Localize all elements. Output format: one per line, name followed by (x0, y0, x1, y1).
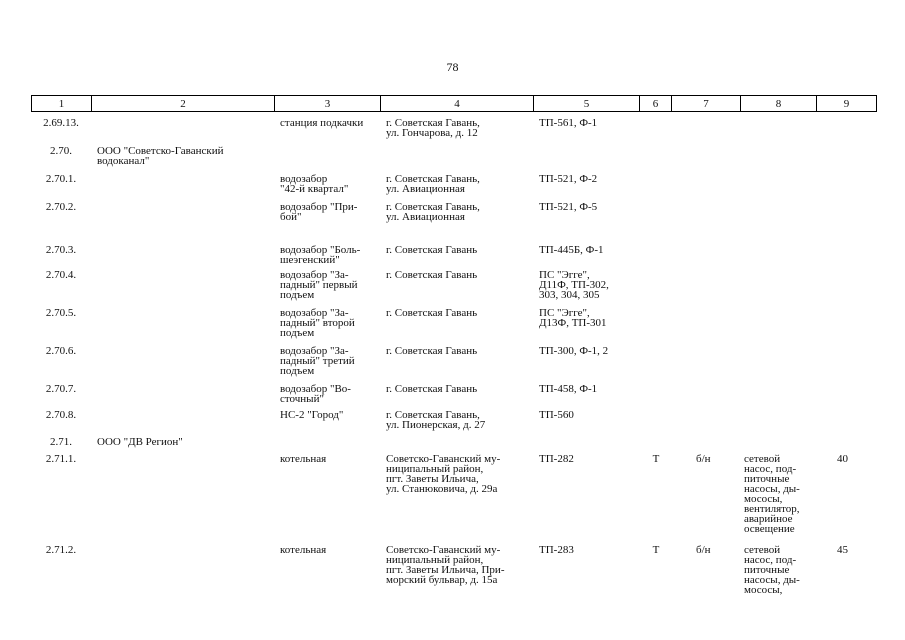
column-header-7: 7 (672, 96, 741, 112)
organization: ООО "Советско-Гаванский водоканал" (97, 145, 224, 167)
page-number: 78 (446, 60, 459, 74)
column-header-table (31, 95, 877, 112)
power-source: ТП-561, Ф-1 (539, 117, 598, 129)
column-header-4: 4 (381, 96, 534, 112)
table-row (31, 545, 876, 595)
column-header-3: 3 (275, 96, 381, 112)
row-number: 2.70.1. (45, 173, 77, 185)
table-row (31, 410, 876, 437)
equipment-list: сетевой насос, под- питочные насосы, ды- мососы, вентилятор, аварийное освещение (744, 453, 800, 535)
address: г. Советская Гавань, ул. Пионерская, д. 27 (386, 409, 486, 431)
address: Советско-Гаванский му- ниципальный район, пгт. Заветы Ильича, ул. Станюковича, д. 29а (386, 453, 501, 495)
row-number: 2.70.6. (45, 345, 77, 357)
table-row (31, 346, 876, 384)
power-source: ТП-300, Ф-1, 2 (539, 345, 609, 357)
table-row (31, 437, 876, 454)
table-row (31, 245, 876, 270)
table-body (31, 118, 876, 595)
row-number: 2.70. (50, 145, 72, 157)
object-name: водозабор "За- падный" первый подъем (280, 269, 358, 301)
column-9-value: 45 (837, 544, 848, 556)
object-name: станция подкачки (280, 117, 364, 129)
row-number: 2.70.3. (45, 244, 77, 256)
table-row (31, 270, 876, 308)
object-name: водозабор "Боль- шеэгенский" (280, 244, 361, 266)
object-name: водозабор "За- падный" второй подъем (280, 307, 355, 339)
table-row (31, 454, 876, 545)
power-source: ПС "Эгге", Д11Ф, ТП-302, 303, 304, 305 (539, 269, 609, 301)
organization: ООО "ДВ Регион" (97, 436, 183, 448)
power-source: ПС "Эгге", Д13Ф, ТП-301 (539, 307, 607, 329)
row-number: 2.71. (50, 436, 72, 448)
object-name: водозабор "При- бой" (280, 201, 358, 223)
row-number: 2.71.2. (45, 544, 77, 556)
equipment-list: сетевой насос, под- питочные насосы, ды- мососы, (744, 544, 800, 596)
object-name: водозабор "42-й квартал" (280, 173, 349, 195)
table-row (31, 308, 876, 346)
address: г. Советская Гавань (386, 307, 478, 319)
address: г. Советская Гавань, ул. Авиационная (386, 173, 480, 195)
address: г. Советская Гавань (386, 383, 478, 395)
row-number: 2.69.13. (43, 117, 79, 129)
address: г. Советская Гавань (386, 345, 478, 357)
column-header-1: 1 (32, 96, 92, 112)
table-row (31, 146, 876, 174)
address: г. Советская Гавань, ул. Гончарова, д. 12 (386, 117, 480, 139)
power-source: ТП-521, Ф-5 (539, 201, 598, 213)
column-9-value: 40 (837, 453, 848, 465)
power-source: ТП-283 (539, 544, 574, 556)
object-name: водозабор "Во- сточный" (280, 383, 351, 405)
column-header-2: 2 (92, 96, 275, 112)
table-row (31, 118, 876, 146)
table-row (31, 202, 876, 245)
column-header-5: 5 (534, 96, 640, 112)
power-source: ТП-445Б, Ф-1 (539, 244, 604, 256)
category-value: Т (652, 544, 660, 556)
row-number: 2.70.4. (45, 269, 77, 281)
column-header-9: 9 (817, 96, 877, 112)
object-name: НС-2 "Город" (280, 409, 344, 421)
table-row (31, 174, 876, 202)
object-name: котельная (280, 544, 327, 556)
row-number: 2.71.1. (45, 453, 77, 465)
address: г. Советская Гавань (386, 269, 478, 281)
table-row (31, 384, 876, 410)
column-7-value: б/н (696, 453, 711, 465)
column-header-8: 8 (741, 96, 817, 112)
row-number: 2.70.8. (45, 409, 77, 421)
power-source: ТП-282 (539, 453, 574, 465)
object-name: котельная (280, 453, 327, 465)
category-value: Т (652, 453, 660, 465)
column-7-value: б/н (696, 544, 711, 556)
address: г. Советская Гавань (386, 244, 478, 256)
power-source: ТП-560 (539, 409, 574, 421)
row-number: 2.70.5. (45, 307, 77, 319)
column-header-row (32, 96, 877, 112)
row-number: 2.70.2. (45, 201, 77, 213)
power-source: ТП-458, Ф-1 (539, 383, 598, 395)
row-number: 2.70.7. (45, 383, 77, 395)
column-header-6: 6 (640, 96, 672, 112)
power-source: ТП-521, Ф-2 (539, 173, 598, 185)
address: г. Советская Гавань, ул. Авиационная (386, 201, 480, 223)
object-name: водозабор "За- падный" третий подъем (280, 345, 355, 377)
address: Советско-Гаванский му- ниципальный район, пгт. Заветы Ильича, При- морский бульвар, д. 15а (386, 544, 505, 586)
